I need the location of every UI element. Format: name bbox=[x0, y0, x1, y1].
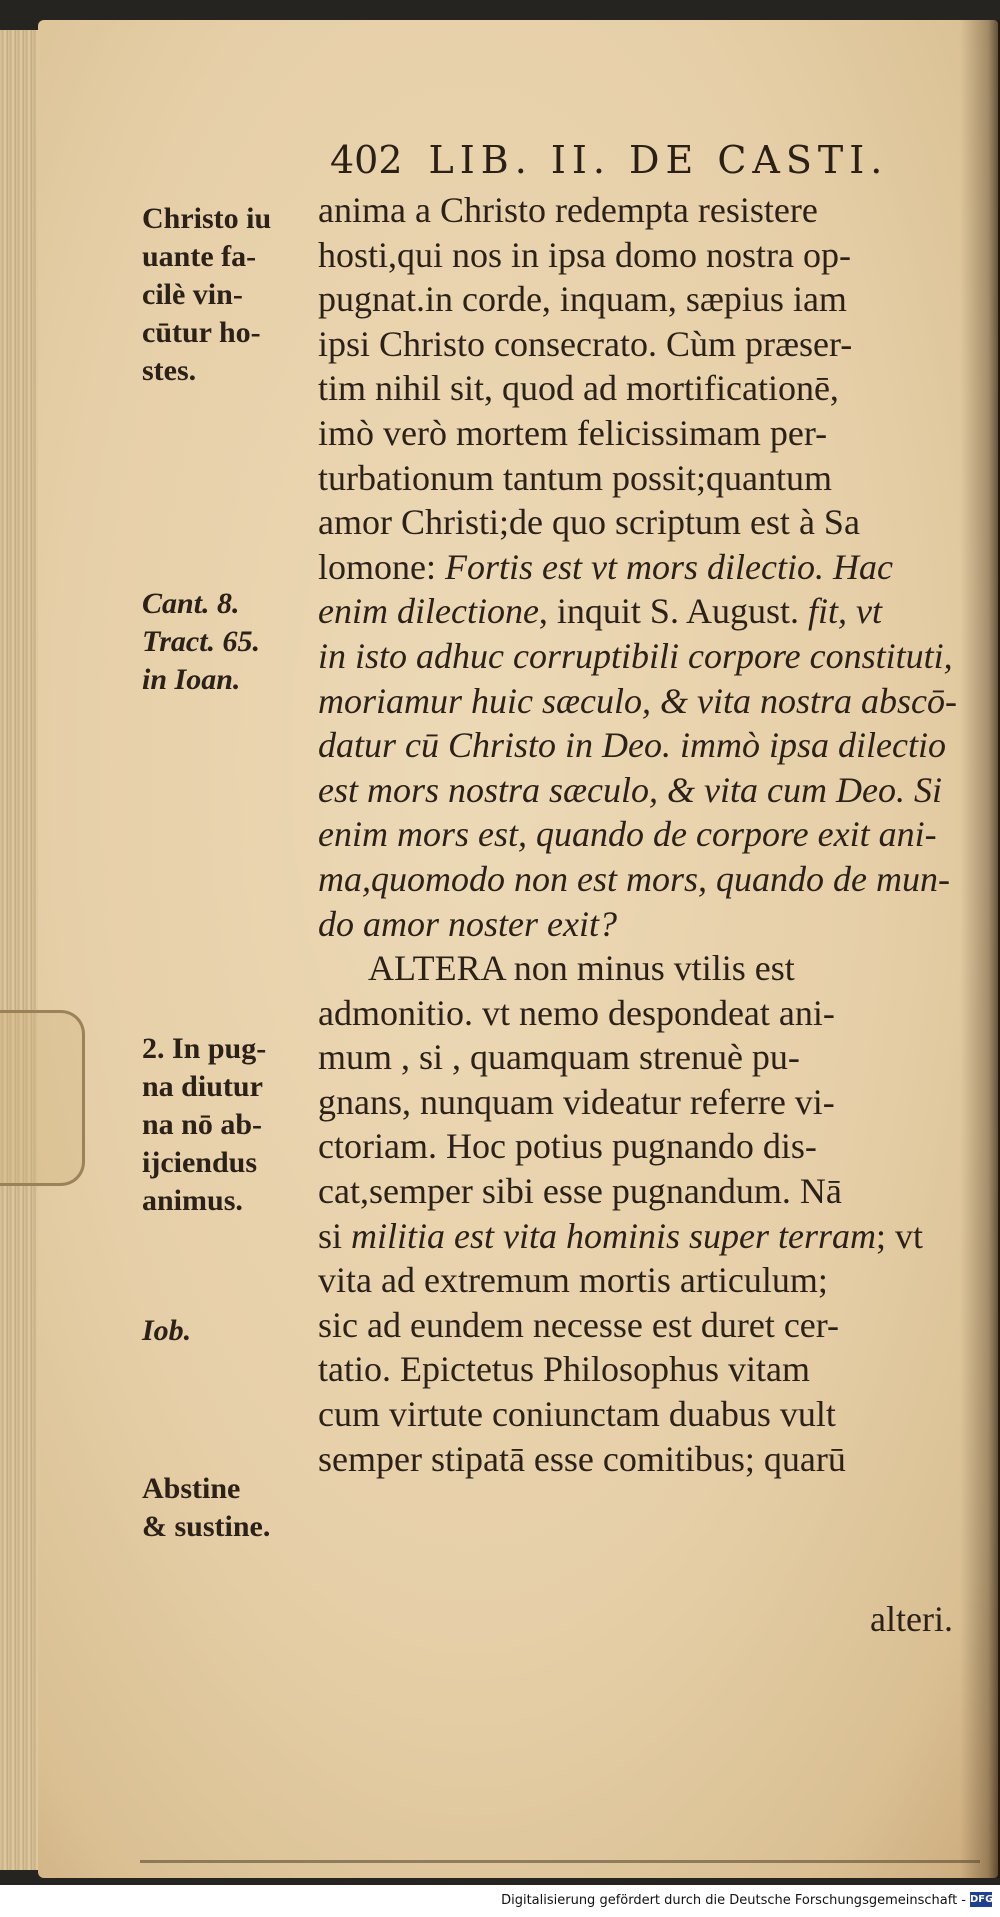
dfg-logo: DFG bbox=[970, 1894, 994, 1905]
text-line-italic: do amor noster exit? bbox=[318, 903, 617, 944]
text-line: sic ad eundem necesse est duret cer- bbox=[318, 1304, 840, 1345]
margin-line: & sustine. bbox=[142, 1510, 271, 1543]
running-header bbox=[330, 138, 888, 182]
text-line: mum , si , quamquam strenuè pu- bbox=[318, 1037, 800, 1078]
bottom-page-edge bbox=[140, 1860, 980, 1863]
text-line: imò verò mortem felicissimam per- bbox=[318, 412, 828, 453]
margin-line: Christo iu bbox=[142, 202, 272, 235]
margin-line: cilè vin- bbox=[142, 278, 243, 311]
text-line: admonitio. vt nemo despondeat ani- bbox=[318, 992, 835, 1033]
text-line-mixed bbox=[318, 1214, 968, 1259]
text-line: hosti,qui nos in ipsa domo nostra op- bbox=[318, 234, 851, 275]
text-italic: Fortis est vt mors dilectio. Hac bbox=[444, 546, 893, 587]
text-line: gnans, nunquam videatur referre vi- bbox=[318, 1081, 835, 1122]
text-line: turbationum tantum possit;quantum bbox=[318, 457, 832, 498]
margin-line: cūtur ho- bbox=[142, 316, 261, 349]
text-line: ipsi Christo consecrato. Cùm præser- bbox=[318, 323, 853, 364]
text-italic: militia est vita hominis super terram bbox=[351, 1215, 877, 1256]
margin-note-christo bbox=[142, 200, 271, 390]
text-line-italic: datur cū Christo in Deo. immò ipsa dilectio bbox=[318, 725, 946, 766]
text-line-italic: ma,quomodo non est mors, quando de mun- bbox=[318, 858, 950, 899]
text-line-paragraph-start bbox=[318, 946, 968, 991]
text-line: tim nihil sit, quod ad mortificationē, bbox=[318, 368, 839, 409]
margin-line: 2. In pug- bbox=[142, 1032, 267, 1065]
margin-note-references bbox=[142, 585, 260, 699]
text-line: semper stipatā esse comitibus; quarū bbox=[318, 1438, 846, 1479]
page-clip bbox=[0, 1010, 85, 1186]
text-line: pugnat.in corde, inquam, sæpius iam bbox=[318, 279, 847, 320]
text-roman: lomone: bbox=[318, 546, 445, 587]
main-text-block bbox=[318, 188, 968, 1481]
margin-note-iob bbox=[142, 1312, 191, 1350]
text-line: vita ad extremum mortis articulum; bbox=[318, 1260, 828, 1301]
text-roman: ALTERA non minus vtilis est bbox=[368, 948, 795, 989]
margin-line: uante fa- bbox=[142, 240, 257, 273]
margin-line: Abstine bbox=[142, 1472, 241, 1505]
text-roman: , inquit S. August. bbox=[538, 591, 808, 632]
page-number: 402 bbox=[330, 138, 403, 182]
text-line-italic: in isto adhuc corruptibili corpore constituti, bbox=[318, 635, 953, 676]
margin-line: stes. bbox=[142, 354, 197, 387]
text-roman: si bbox=[318, 1215, 352, 1256]
digitization-footer bbox=[0, 1885, 1000, 1917]
text-line: tatio. Epictetus Philosophus vitam bbox=[318, 1349, 810, 1390]
margin-line: Iob. bbox=[142, 1314, 192, 1347]
text-line: cat,semper sibi esse pugnandum. Nā bbox=[318, 1171, 842, 1212]
margin-line: ijciendus bbox=[142, 1146, 258, 1179]
text-italic: enim dilectione bbox=[318, 591, 539, 632]
catchword: alteri. bbox=[870, 1599, 953, 1639]
margin-line: animus. bbox=[142, 1184, 243, 1217]
text-roman: ; vt bbox=[876, 1215, 924, 1256]
margin-line: na nō ab- bbox=[142, 1108, 263, 1141]
margin-line: Cant. 8. bbox=[142, 587, 240, 620]
text-line: amor Christi;de quo scriptum est à Sa bbox=[318, 502, 860, 543]
text-line: cum virtute coniunctam duabus vult bbox=[318, 1394, 836, 1435]
text-line-mixed bbox=[318, 545, 968, 590]
running-title: LIB. II. DE CASTI. bbox=[428, 138, 889, 182]
text-line-italic: moriamur huic sæculo, & vita nostra abscō- bbox=[318, 680, 957, 721]
text-italic: fit, vt bbox=[807, 591, 882, 632]
margin-note-in-pugna bbox=[142, 1030, 266, 1220]
margin-note-abstine bbox=[142, 1470, 270, 1546]
margin-line: in Ioan. bbox=[142, 663, 241, 696]
text-line-italic: est mors nostra sæculo, & vita cum Deo. Si bbox=[318, 769, 942, 810]
text-line: anima a Christo redempta resistere bbox=[318, 190, 818, 230]
text-line: ctoriam. Hoc potius pugnando dis- bbox=[318, 1126, 817, 1167]
margin-line: Tract. 65. bbox=[142, 625, 261, 658]
text-line-italic: enim mors est, quando de corpore exit ani- bbox=[318, 814, 937, 855]
text-line-mixed bbox=[318, 589, 968, 634]
margin-line: na diutur bbox=[142, 1070, 263, 1103]
footer-credit: Digitalisierung gefördert durch die Deutsche Forschungsgemeinschaft - bbox=[501, 1893, 966, 1908]
